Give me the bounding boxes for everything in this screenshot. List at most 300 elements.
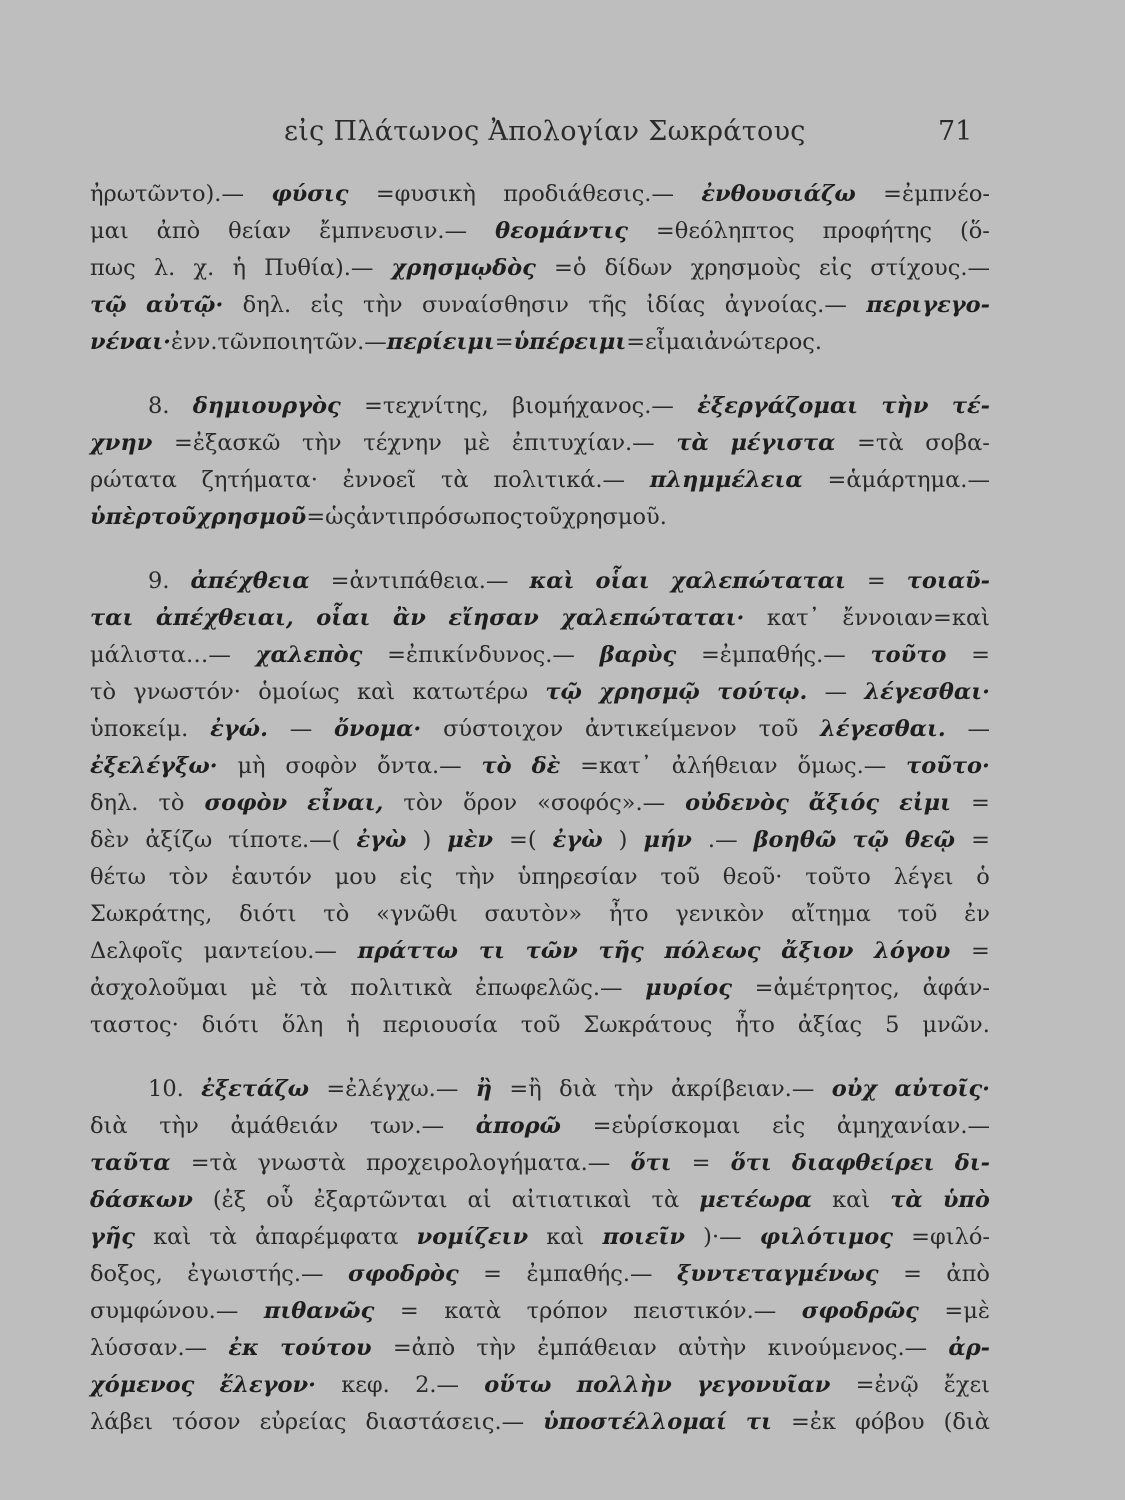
headword: ἀπορῶ <box>475 1113 561 1139</box>
gloss-word: ὅμως.— <box>797 753 887 779</box>
gloss-word: =ἢ <box>509 1076 542 1102</box>
gloss-word: χ. <box>193 255 215 281</box>
gloss-word: (διὰ <box>943 1409 990 1435</box>
text-line <box>90 1226 990 1249</box>
gloss-word: τὰ <box>300 975 328 1001</box>
headword: ὅτι <box>630 1150 672 1176</box>
gloss-word: θέτω <box>90 864 146 890</box>
headword: ἂν <box>392 605 426 631</box>
headword: ἐξετάζω <box>201 1076 310 1102</box>
gloss-word: = <box>903 1261 922 1287</box>
headword: τῶν <box>525 938 578 964</box>
headword: εἶναι, <box>307 790 384 816</box>
text-line <box>90 718 990 741</box>
gloss-word: ὅρον <box>463 790 518 816</box>
gloss-word: εἰς <box>399 864 433 890</box>
headword: θεῷ <box>904 827 956 853</box>
headword: γεγονυῖαν <box>696 1372 831 1398</box>
text-line <box>90 1374 990 1397</box>
headword: μήν <box>643 827 692 853</box>
gloss-word: μάλιστα…— <box>90 642 231 668</box>
gloss-word: διὰ <box>90 1113 128 1139</box>
headword: χαλεπώταται <box>670 568 846 594</box>
headword: αὐτοῖς· <box>894 1076 990 1102</box>
gloss-word: σύστοιχον <box>443 716 564 742</box>
gloss-word: ἐπωφελῶς.— <box>475 975 623 1001</box>
headword: ἐξελέγξω· <box>90 753 218 779</box>
gloss-word: τὸ <box>158 790 185 816</box>
headword: ἀπέχθειαι, <box>155 605 294 631</box>
headword: τῆς <box>598 938 644 964</box>
gloss-word: ἀκρίβειαν.— <box>671 1076 815 1102</box>
text-line <box>90 755 990 778</box>
gloss-word: συμφώνου.— <box>90 1298 239 1324</box>
gloss-word: τέχνην <box>363 430 442 456</box>
headword: ὅτι <box>730 1150 772 1176</box>
text-line <box>90 940 990 963</box>
headword: οὐχ <box>831 1076 878 1102</box>
headword: αὐτῷ· <box>145 292 224 318</box>
text-line <box>90 506 990 529</box>
gloss-word: εἰς <box>819 255 853 281</box>
text-line <box>90 331 990 354</box>
gloss-word: ἐμπάθειαν <box>537 1335 657 1361</box>
gloss-word: ) <box>422 827 432 853</box>
headword: τῷ <box>852 827 889 853</box>
gloss-word: αὐτὴν <box>677 1335 747 1361</box>
gloss-word: ἐμπαθής.— <box>526 1261 653 1287</box>
headword: πλημμέλεια <box>649 467 803 493</box>
gloss-word: ἰδίας <box>646 292 706 318</box>
gloss-word: τοῦ <box>897 901 938 927</box>
headword: ξυντεταγμένως <box>677 1261 879 1287</box>
gloss-word: )·— <box>703 1224 742 1250</box>
gloss-word: 5 <box>885 1012 900 1038</box>
gloss-word: διότι <box>201 1012 259 1038</box>
headword: τῷ <box>545 679 582 705</box>
headword: ἐγώ. <box>210 716 268 742</box>
headword: περίειμι <box>386 329 495 355</box>
headword: ὑπέρειμι <box>513 329 627 355</box>
headword: νομίζειν <box>416 1224 529 1250</box>
text-line <box>148 570 990 593</box>
gloss-word: =φυσικὴ <box>375 181 476 207</box>
gloss-word: εὐρείας <box>259 1409 347 1435</box>
headword: ἄξιός <box>808 790 880 816</box>
headword: δὲ <box>531 753 561 779</box>
gloss-word: = <box>866 568 886 594</box>
gloss-word: κεφ. <box>341 1372 390 1398</box>
gloss-word: =ἐμπνέο- <box>883 181 990 207</box>
gloss-word: .— <box>707 827 738 853</box>
text-line <box>90 1263 990 1286</box>
gloss-word: αἱ <box>467 1187 492 1213</box>
gloss-word: 10. <box>148 1076 184 1102</box>
gloss-word: πως <box>90 255 136 281</box>
gloss-word: προφήτης <box>822 218 932 244</box>
gloss-word: =εὑρίσκομαι <box>592 1113 741 1139</box>
gloss-word: κινούμενος.— <box>767 1335 928 1361</box>
gloss-word: εἰς <box>772 1113 806 1139</box>
gloss-word: πειστικόν.— <box>633 1298 777 1324</box>
gloss-word: ἐνν. <box>170 329 218 355</box>
gloss-word: τὴν <box>159 1113 199 1139</box>
gloss-word: ἀντικείμενον <box>584 716 737 742</box>
headword: ἐνθουσιάζω <box>701 181 856 207</box>
text-line <box>90 432 990 455</box>
headword: λέγεσθαι· <box>864 679 990 705</box>
headword: σοφὸν <box>204 790 288 816</box>
gloss-word: τὸν <box>403 790 444 816</box>
gloss-word: τὴν <box>455 864 495 890</box>
gloss-word: λύσσαν.— <box>90 1335 208 1361</box>
gloss-word: =ἀμέτρητος, <box>754 975 900 1001</box>
gloss-word: (ἐξ <box>212 1187 247 1213</box>
gloss-word: = <box>483 1261 503 1287</box>
gloss-word: τόσον <box>171 1409 241 1435</box>
text-line <box>90 792 990 815</box>
headword: ὑπὸ <box>942 1187 990 1213</box>
gloss-word: ὑπηρεσίαν <box>517 864 638 890</box>
gloss-word: γνωστὰ <box>257 1150 346 1176</box>
text-line <box>90 977 990 1000</box>
gloss-word: = <box>971 790 990 816</box>
gloss-word: =ἐκ <box>790 1409 836 1435</box>
headword: διαφθείρει <box>791 1150 935 1176</box>
headword: βοηθῶ <box>753 827 837 853</box>
gloss-word: =μὲ <box>944 1298 990 1324</box>
gloss-word: τὸ <box>90 679 116 705</box>
headword: ἐγὼ <box>552 827 603 853</box>
gloss-word: =εἶμαι <box>626 329 705 355</box>
gloss-word: ἠρωτῶντο).— <box>90 181 244 207</box>
gloss-word: σαυτὸν» <box>484 901 583 927</box>
gloss-word: τοῦτο <box>805 864 871 890</box>
text-line <box>90 903 990 926</box>
gloss-word: =κατ᾽ <box>580 753 652 779</box>
gloss-word: ἀγνοίας.— <box>724 292 847 318</box>
gloss-word: «γνῶθι <box>376 901 458 927</box>
headword: ὑπὲρ <box>90 504 151 530</box>
text-line <box>90 183 990 206</box>
gloss-word: τοῦ <box>660 864 700 890</box>
headword: τούτῳ. <box>717 679 808 705</box>
headword: τοῦ <box>150 504 197 530</box>
headword: τὸ <box>481 753 512 779</box>
headword: μὲν <box>447 827 493 853</box>
headword: γῆς <box>90 1224 135 1250</box>
headword: πιθανῶς <box>263 1298 375 1324</box>
gloss-word: — <box>824 679 848 705</box>
gloss-word: τὴν <box>302 430 342 456</box>
gloss-word: = <box>971 642 990 668</box>
headword: δημιουργὸς <box>192 393 341 419</box>
gloss-word: τὴν <box>476 1335 517 1361</box>
headword: φύσις <box>271 181 349 207</box>
gloss-word: χρησμοῦ. <box>562 504 667 530</box>
gloss-word: οὗ <box>266 1187 294 1213</box>
gloss-word: τοῦ <box>522 504 563 530</box>
headword: ἔλεγον· <box>219 1372 316 1398</box>
gloss-word: μὴ <box>237 753 266 779</box>
headword: χαλεπώταται· <box>561 605 745 631</box>
gloss-word: εἰς <box>310 292 344 318</box>
gloss-word: διὰ <box>559 1076 597 1102</box>
gloss-word: ἔννοιαν=καὶ <box>842 605 990 631</box>
text-line <box>90 644 990 667</box>
gloss-word: =ἐλέγχω.— <box>326 1076 459 1102</box>
gloss-word: ἀμηχανίαν.— <box>836 1113 990 1139</box>
gloss-word: δοξος, <box>90 1261 163 1287</box>
gloss-word: ἀπὸ <box>156 218 201 244</box>
gloss-word: ὁ <box>976 864 990 890</box>
headword: τούτου <box>280 1335 372 1361</box>
gloss-word: ἔχει <box>943 1372 990 1398</box>
headword: εἴησαν <box>448 605 539 631</box>
gloss-word: = <box>971 938 990 964</box>
gloss-word: θεοῦ· <box>722 864 783 890</box>
gloss-word: τοῦ <box>520 1012 561 1038</box>
headword: τοῦτο <box>870 642 947 668</box>
gloss-word: δίδων <box>604 255 673 281</box>
gloss-word: των.— <box>370 1113 445 1139</box>
gloss-word: ἀνώτερος. <box>704 329 823 355</box>
text-line <box>90 607 990 630</box>
headword: τέ- <box>951 393 990 419</box>
gloss-word: τὸν <box>168 864 209 890</box>
headword: τοιαῦ- <box>906 568 990 594</box>
gloss-word: 2.— <box>415 1372 460 1398</box>
headword: βαρὺς <box>599 642 677 668</box>
gloss-word: =ἐξασκῶ <box>174 430 281 456</box>
headword: νέναι· <box>90 329 171 355</box>
gloss-word: ἐν <box>964 901 990 927</box>
text-line <box>148 1078 990 1101</box>
headword: οὐδενὸς <box>685 790 789 816</box>
headword: ἢ <box>475 1076 493 1102</box>
gloss-word: βιομήχανος.— <box>512 393 674 419</box>
headword: πράττω <box>357 938 459 964</box>
headword: πολλὴν <box>576 1372 672 1398</box>
gloss-word: τρόπον <box>526 1298 608 1324</box>
gloss-word: μου <box>334 864 377 890</box>
gloss-word: ἀμάθειάν <box>230 1113 339 1139</box>
headword: τὰ <box>676 430 709 456</box>
gloss-word: κατωτέρω <box>412 679 529 705</box>
gloss-word: σοβα- <box>925 430 990 456</box>
headword: τοῦτο· <box>906 753 990 779</box>
headword: τι <box>745 1409 772 1435</box>
headword: πόλεως <box>664 938 761 964</box>
gloss-word: ὅλη <box>281 1012 324 1038</box>
gloss-word: ἀξίας <box>797 1012 863 1038</box>
gloss-word: ποιητῶν.— <box>262 329 387 355</box>
page-number: 71 <box>938 116 973 147</box>
text-line <box>90 257 990 280</box>
gloss-word: ἀπὸ <box>946 1261 990 1287</box>
headword: λόγου <box>874 938 951 964</box>
headword: ταῦτα <box>90 1150 171 1176</box>
headword: ὄνομα· <box>334 716 422 742</box>
headword: οὕτω <box>484 1372 552 1398</box>
gloss-word: καὶ <box>832 1187 871 1213</box>
headword: καὶ <box>529 568 575 594</box>
headword: ὑποστέλλομαί <box>543 1409 727 1435</box>
gloss-word: =( <box>509 827 537 853</box>
gloss-word: ὑποκείμ. <box>90 716 189 742</box>
text-line <box>90 1189 990 1212</box>
gloss-word: τῆς <box>588 292 627 318</box>
headword: μετέωρα <box>699 1187 812 1213</box>
gloss-word: =ἐμπαθής.— <box>700 642 846 668</box>
gloss-word: μὲ <box>463 430 491 456</box>
headword: ἐγὼ <box>356 827 407 853</box>
text-line <box>90 220 990 243</box>
text-line <box>90 294 990 317</box>
gloss-word: τὰ <box>209 1224 237 1250</box>
headword: χόμενος <box>90 1372 195 1398</box>
headword: χρησμοῦ <box>196 504 307 530</box>
gloss-word: ἐπιτυχίαν.— <box>511 430 655 456</box>
headword: οἷαι <box>316 605 371 631</box>
gloss-word: =τὰ <box>190 1150 238 1176</box>
gloss-word: αἴτημα <box>791 901 871 927</box>
headword: σφοδρὸς <box>348 1261 459 1287</box>
gloss-word: ταστος· <box>90 1012 179 1038</box>
text-line <box>90 1411 990 1434</box>
gloss-word: περιουσία <box>382 1012 498 1038</box>
text-line <box>90 829 990 852</box>
gloss-word: ἀλήθειαν <box>671 753 778 779</box>
gloss-word: θείαν <box>228 218 292 244</box>
text-line <box>90 1337 990 1360</box>
running-header <box>0 112 1125 152</box>
gloss-word: Σωκράτους <box>583 1012 713 1038</box>
gloss-word: ρώτατα <box>90 467 177 493</box>
headword: περιγεγο- <box>866 292 990 318</box>
gloss-word: τὰ <box>651 1187 680 1213</box>
gloss-word: ζητήματα· <box>201 467 318 493</box>
gloss-word: ὁμοίως <box>258 679 340 705</box>
gloss-word: γενικὸν <box>675 901 765 927</box>
headword: μυρίος <box>645 975 732 1001</box>
headword: εἰμι <box>899 790 951 816</box>
gloss-word: ἦτο <box>609 901 649 927</box>
gloss-word: γνωστόν· <box>133 679 241 705</box>
gloss-word: στίχους.— <box>870 255 990 281</box>
gloss-word: 9. <box>148 568 170 594</box>
gloss-word: μνῶν. <box>922 1012 990 1038</box>
gloss-word: καὶ <box>357 679 396 705</box>
headword: ἀπέχθεια <box>190 568 310 594</box>
gloss-word: =τεχνίτης, <box>364 393 489 419</box>
gloss-word: πολιτικὰ <box>350 975 453 1001</box>
headword: ἄξιον <box>781 938 854 964</box>
gloss-word: Σωκράτης, <box>90 901 213 927</box>
gloss-word: = <box>971 827 990 853</box>
headword: τι <box>478 938 505 964</box>
gloss-word: διότι <box>239 901 297 927</box>
headword: ἀρ- <box>948 1335 990 1361</box>
gloss-word: τὰ <box>440 467 469 493</box>
gloss-word: ἀντιπρόσωπος <box>356 504 523 530</box>
gloss-word: ἐξαρτῶνται <box>313 1187 448 1213</box>
gloss-word: = <box>691 1150 711 1176</box>
gloss-word: δηλ. <box>90 790 139 816</box>
gloss-word: (ὅ- <box>959 218 990 244</box>
gloss-word: ἦτο <box>735 1012 775 1038</box>
gloss-word: Δελφοῖς <box>90 938 183 964</box>
gloss-word: δὲν <box>90 827 130 853</box>
headword: σφοδρῶς <box>801 1298 919 1324</box>
gloss-word: ἐννοεῖ <box>342 467 417 493</box>
headword: λέγεσθαι. <box>820 716 946 742</box>
gloss-word: — <box>967 716 990 742</box>
text-line <box>90 1014 990 1037</box>
text-line <box>90 1115 990 1138</box>
gloss-word: φόβου <box>855 1409 925 1435</box>
gloss-word: = <box>494 329 514 355</box>
gloss-word: λ. <box>153 255 176 281</box>
gloss-word: =ἀντιπάθεια.— <box>330 568 509 594</box>
gloss-word: προχειρολογήματα.— <box>365 1150 611 1176</box>
gloss-word: ) <box>618 827 628 853</box>
gloss-word: μαι <box>90 218 129 244</box>
text-line <box>90 1300 990 1323</box>
gloss-word: μαντείου.— <box>203 938 337 964</box>
gloss-word: ἑαυτόν <box>231 864 312 890</box>
gloss-word: =ὡς <box>306 504 357 530</box>
gloss-word: ἡ <box>232 255 246 281</box>
headword: τὴν <box>881 393 929 419</box>
gloss-word: «σοφός».— <box>537 790 666 816</box>
gloss-word: συναίσθησιν <box>422 292 569 318</box>
gloss-word: =ἐπικίνδυνος.— <box>387 642 575 668</box>
gloss-word: τοῦ <box>758 716 799 742</box>
gloss-word: =θεόληπτος <box>655 218 795 244</box>
gloss-word: Πυθία).— <box>264 255 374 281</box>
gloss-word: =φιλό- <box>911 1224 990 1250</box>
gloss-word: λέγει <box>893 864 954 890</box>
running-title: εἰς Πλάτωνος Ἀπολογίαν Σωκράτους <box>284 116 806 147</box>
gloss-word: ὄντα.— <box>377 753 462 779</box>
gloss-word: τὴν <box>363 292 403 318</box>
gloss-word: διαστάσεις.— <box>365 1409 525 1435</box>
headword: τὰ <box>890 1187 923 1213</box>
gloss-word: λάβει <box>90 1409 153 1435</box>
gloss-word: καὶ <box>153 1224 192 1250</box>
text-line <box>90 1152 990 1175</box>
gloss-word: μὲ <box>250 975 278 1001</box>
gloss-word: τίποτε.—( <box>228 827 341 853</box>
headword: χρησμῳδὸς <box>391 255 536 281</box>
headword: μέγιστα <box>730 430 836 456</box>
gloss-word: ἔμπνευσιν.— <box>319 218 468 244</box>
gloss-word: χρησμοὺς <box>690 255 801 281</box>
headword: χαλεπὸς <box>255 642 363 668</box>
headword: χρησμῷ <box>599 679 700 705</box>
gloss-word: =ἁμάρτημα.— <box>827 467 990 493</box>
gloss-word: τὸ <box>323 901 350 927</box>
text-line <box>90 469 990 492</box>
gloss-word: =ὁ <box>554 255 587 281</box>
headword: χνην <box>90 430 153 456</box>
headword: δι- <box>954 1150 990 1176</box>
headword: ἐξεργάζομαι <box>697 393 859 419</box>
headword: φιλότιμος <box>759 1224 893 1250</box>
gloss-word: τῶν <box>217 329 263 355</box>
headword: ἐκ <box>228 1335 259 1361</box>
